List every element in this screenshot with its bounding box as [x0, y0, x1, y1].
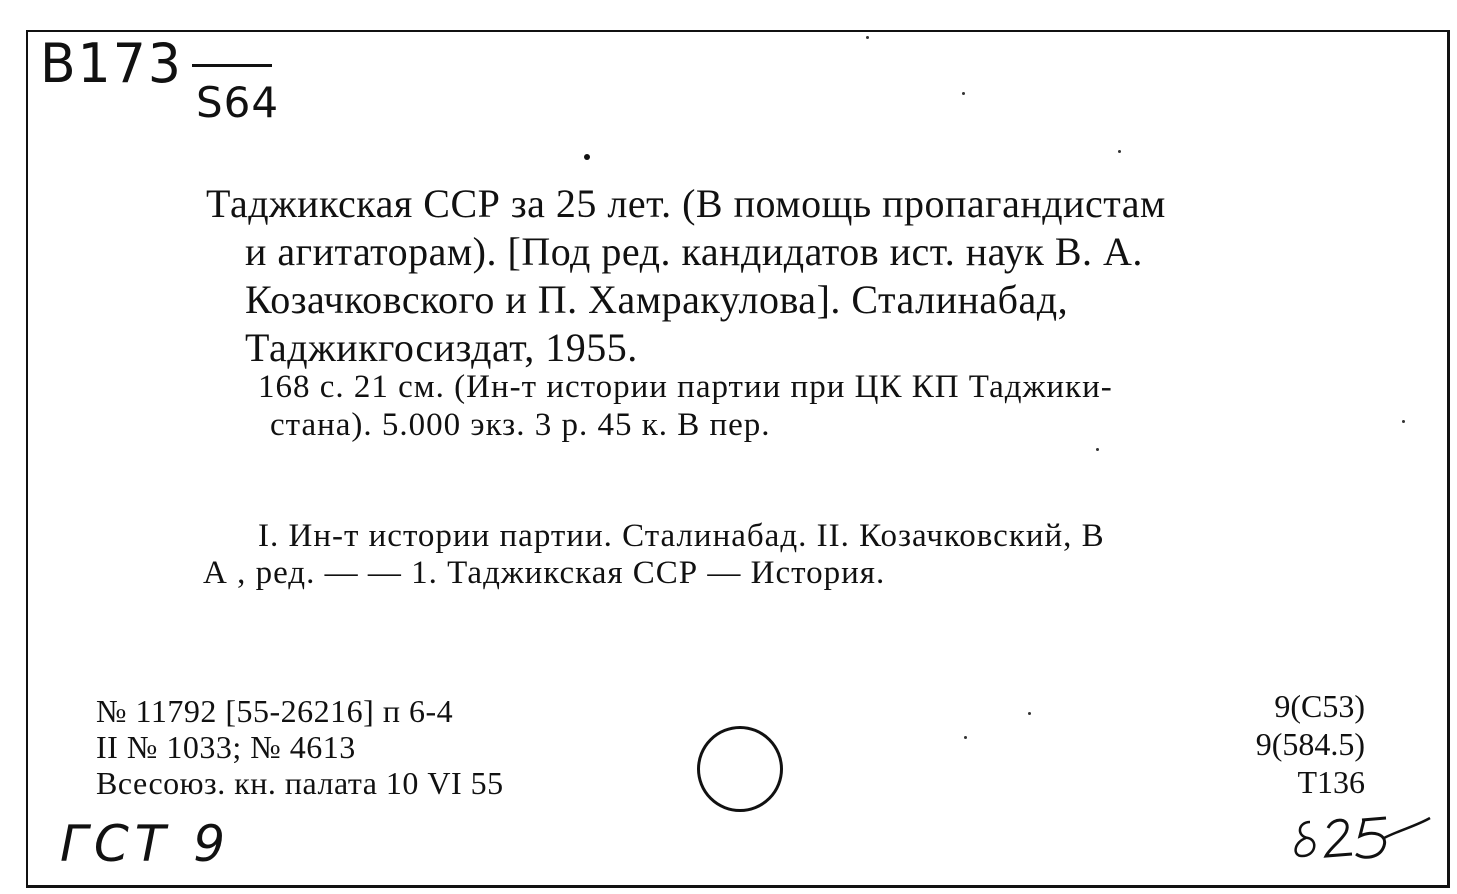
title-line-3: Козачковского и П. Хамракулова]. Сталинабад, [245, 277, 1069, 322]
handwritten-number [1288, 808, 1438, 868]
punch-hole [697, 726, 783, 812]
speck [964, 736, 967, 739]
speck [1118, 150, 1121, 153]
speck [1096, 448, 1099, 451]
classification-code-2: 9(584.5) [1255, 726, 1365, 762]
classification-code-1: 9(С53) [1274, 688, 1365, 724]
index-terms-line-1: I. Ин-т истории партии. Сталинабад. II. Козачковский, В [258, 518, 1105, 554]
title-line-1: Таджикская ССР за 25 лет. (В помощь пропагандистам [206, 181, 1166, 226]
registration-line-1: № 11792 [55-26216] п 6-4 [96, 693, 454, 729]
physical-description-line-1: 168 с. 21 см. (Ин-т истории партии при ЦК КП Таджики- [258, 369, 1113, 405]
title-line-4: Таджикгосиздат, 1955. [245, 325, 638, 370]
classification-code-3: Т136 [1297, 764, 1365, 800]
ink-dot [584, 154, 590, 160]
speck [1028, 712, 1031, 715]
physical-description-line-2: стана). 5.000 экз. 3 р. 45 к. В пер. [270, 407, 771, 443]
title-line-2: и агитаторам). [Под ред. кандидатов ист. наук В. А. [245, 229, 1143, 274]
registration-line-3: Всесоюз. кн. палата 10 VI 55 [96, 765, 504, 801]
speck [866, 36, 869, 39]
handwritten-note: ГСТ 9 [60, 815, 232, 873]
registration-line-2: II № 1033; № 4613 [96, 729, 356, 765]
shelfmark-divider [192, 64, 272, 67]
shelfmark-sub: S64 [196, 78, 280, 127]
speck [962, 92, 965, 95]
shelfmark-main: B173 [40, 32, 183, 96]
index-terms-line-2: А , ред. — — 1. Таджикская ССР — История. [203, 555, 886, 591]
speck [1402, 420, 1405, 423]
